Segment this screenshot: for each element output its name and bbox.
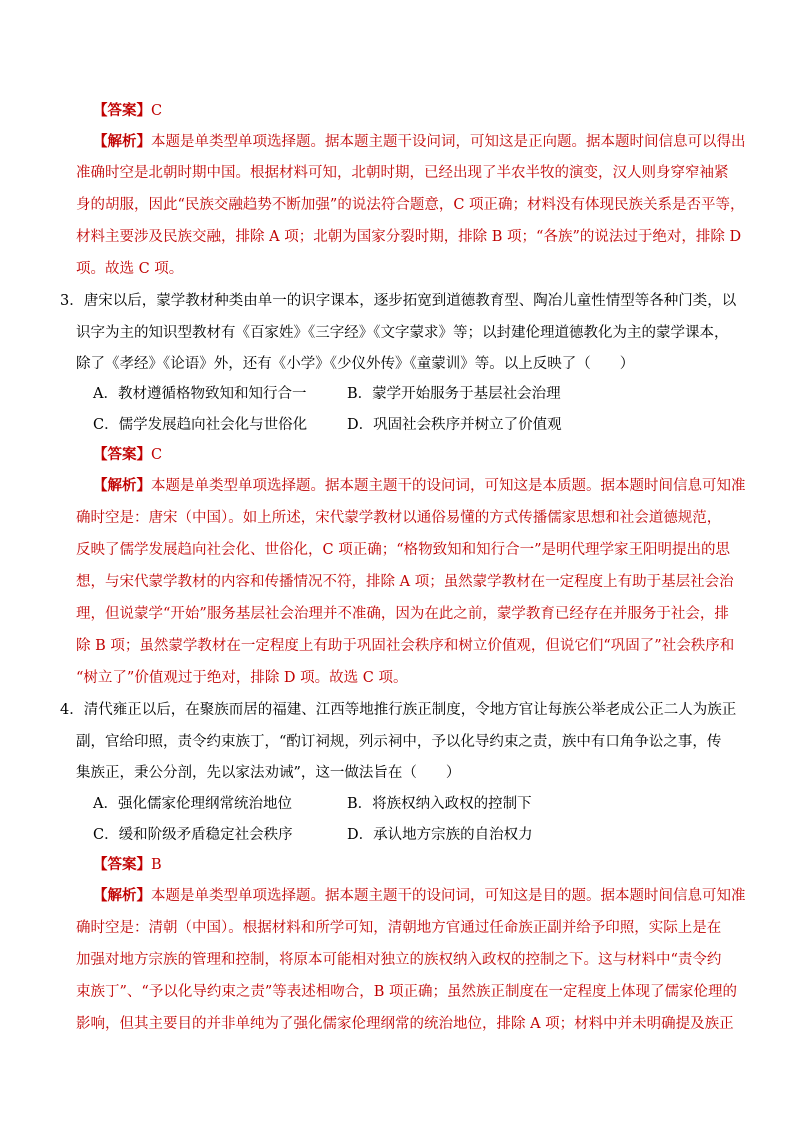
analysis-line: 想，与宋代蒙学教材的内容和传播情况不符，排除 A 项；虽然蒙学教材在一定程度上有助于基层社会治: [76, 574, 734, 590]
option-b: B．蒙学开始服务于基层社会治理: [347, 386, 561, 402]
question-number: 4．: [60, 702, 84, 718]
question-line: 4．清代雍正以后，在聚族而居的福建、江西等地推行族正制度，令地方官让每族公举老成公正二人为族正: [60, 702, 737, 718]
analysis-line: 确时空是：唐宋（中国）。如上所述，宋代蒙学教材以通俗易懂的方式传播儒家思想和社会道德规范，: [76, 510, 722, 526]
analysis-line: 【解析】本题是单类型单项选择题。据本题主题干的设问词，可知这是目的题。据本题时间信息可知准: [93, 887, 746, 904]
analysis-line: 确时空是：清朝（中国）。根据材料和所学可知，清朝地方官通过任命族正副并给予印照，实际上是在: [76, 920, 722, 936]
option-d: D．承认地方宗族的自治权力: [347, 827, 533, 843]
analysis-line: 项。故选 C 项。: [76, 261, 184, 277]
analysis-line: 理，但说蒙学“开始”服务基层社会治理并不准确，因为在此之前，蒙学教育已经存在并服务于社会，排: [76, 606, 729, 622]
question-line: 副，官给印照，责令约束族丁，“酌订祠规，列示祠中，予以化导约束之责，族中有口角争讼之事，传: [76, 734, 722, 750]
question-line: 除了《孝经》《论语》外，还有《小学》《少仪外传》《童蒙训》等。以上反映了（ ）: [76, 356, 635, 372]
analysis-line: 身的胡服，因此“民族交融趋势不断加强”的说法符合题意，C 项正确；材料没有体现民族关系是否平等，: [76, 197, 745, 213]
analysis-line: 束族丁”、“予以化导约束之责”等表述相吻合，B 项正确；虽然族正制度在一定程度上体现了儒家伦理的: [76, 984, 737, 1000]
analysis-line: “树立了”价值观过于绝对，排除 D 项。故选 C 项。: [76, 670, 408, 686]
analysis-line: 准确时空是北朝时期中国。根据材料可知，北朝时期，已经出现了半农半牧的演变，汉人则身穿窄袖紧: [76, 165, 729, 181]
analysis-line: 【解析】本题是单类型单项选择题。据本题主题干设问词，可知这是正向题。据本题时间信息可以得出: [93, 133, 746, 150]
analysis-line: 反映了儒学发展趋向社会化、世俗化，C 项正确；“格物致知和知行合一”是明代理学家王阳明提出的思: [76, 542, 731, 558]
answer-line: 【答案】C: [93, 102, 163, 119]
question-number: 3．: [60, 293, 84, 309]
analysis-line: 除 B 项；虽然蒙学教材在一定程度上有助于巩固社会秩序和树立价值观，但说它们“巩固了”社会秩序和: [76, 638, 735, 654]
option-c: C．缓和阶级矛盾稳定社会秩序: [93, 827, 293, 843]
analysis-line: 影响，但其主要目的并非单纯为了强化儒家伦理纲常的统治地位，排除 A 项；材料中并未明确提及族正: [76, 1016, 734, 1032]
option-a: A．强化儒家伦理纲常统治地位: [93, 796, 292, 812]
analysis-line: 加强对地方宗族的管理和控制，将原本可能相对独立的族权纳入政权的控制之下。这与材料中“责令约: [76, 952, 722, 968]
analysis-line: 【解析】本题是单类型单项选择题。据本题主题干的设问词，可知这是本质题。据本题时间信息可知准: [93, 477, 746, 494]
option-b: B．将族权纳入政权的控制下: [347, 796, 532, 812]
question-line: 3．唐宋以后，蒙学教材种类由单一的识字课本，逐步拓宽到道德教育型、陶冶儿童性情型等各种门类，以: [60, 293, 737, 309]
option-d: D．巩固社会秩序并树立了价值观: [347, 417, 562, 433]
question-line: 集族正，秉公分剖，先以家法劝诫”，这一做法旨在（ ）: [76, 765, 461, 781]
analysis-line: 材料主要涉及民族交融，排除 A 项；北朝为国家分裂时期，排除 B 项；“各族”的说法过于绝对，排除 D: [76, 229, 742, 245]
option-a: A．教材遵循格物致知和知行合一: [93, 386, 307, 402]
answer-line: 【答案】C: [93, 446, 163, 463]
answer-line: 【答案】B: [93, 856, 162, 873]
option-c: C．儒学发展趋向社会化与世俗化: [93, 417, 308, 433]
question-line: 识字为主的知识型教材有《百家姓》《三字经》《文字蒙求》等；以封建伦理道德教化为主的蒙学课本，: [76, 325, 729, 341]
